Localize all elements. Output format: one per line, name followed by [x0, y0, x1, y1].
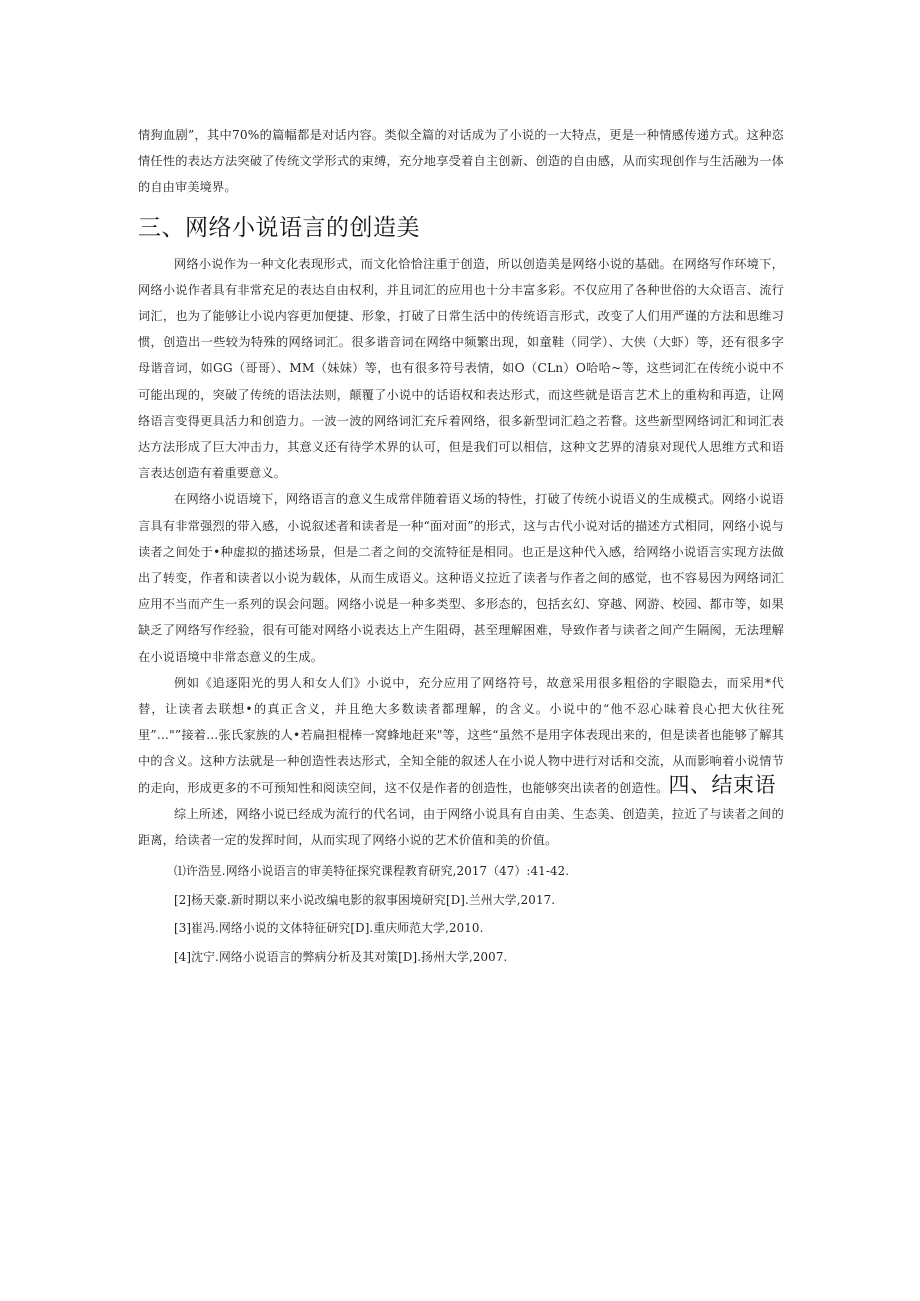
- section-heading-creative-beauty: 三、网络小说语言的创造美: [138, 214, 420, 241]
- paragraph-creative-beauty-2: 在网络小说语境下，网络语言的意义生成常伴随着语义场的特性，打破了传统小说语义的生成模式。网络小说语言具有非常强烈的带入感，小说叙述者和读者是一种“面对面”的形式，这与古代小说对话的描述方式相同，网络小说与读者之间处于•种虚拟的描述场景，但是二者之间的交流特征是相同。也正是这种代入感，给网络小说语言实现方法做出了转变，作者和读者以小说为载体，从而生成语义。这种语义拉近了读者与作者之间的感觉，也不容易因为网络词汇应用不当而产生一系列的误会问题。网络小说是一种多类型、多形态的，包括玄幻、穿越、网游、校园、都市等，如果缺乏了网络写作经验，很有可能对网络小说表达上产生阻碍，甚至理解困难，导致作者与读者之间产生隔阂，无法理解在小说语境中非常态意义的生成。: [138, 492, 784, 664]
- reference-list: [138, 857, 784, 971]
- reference-item: [3]崔冯.网络小说的文体特征研究[D].重庆师范大学,2010.: [174, 921, 484, 936]
- paragraph-continued: 情狗血剧”，其中70%的篇幅都是对话内容。类似全篇的对话成为了小说的一大特点，更是一种情感传递方式。这种恣情任性的表达方法突破了传统文学形式的束缚，充分地享受着自主创新、创造的自由感，从而实现创作与生活融为一体的自由审美境界。: [138, 128, 784, 195]
- reference-item: [2]杨天豪.新时期以来小说改编电影的叙事困境研究[D].兰州大学,2017.: [174, 892, 556, 907]
- paragraph-creative-beauty-1: 网络小说作为一种文化表现形式，而文化恰恰注重于创造，所以创造美是网络小说的基础。在网络写作环境下，网络小说作者具有非常充足的表达自由权利，并且词汇的应用也十分丰富多彩。不仅应用了各种世俗的大众语言、流行词汇，也为了能够让小说内容更加便捷、形象，打破了日常生活中的传统语言形式，改变了人们用严谨的方法和思维习惯，创造出一些较为特殊的网络词汇。很多谐音词在网络中频繁出现，如童鞋（同学）、大侠（大虾）等，还有很多字母谐音词，如GG（哥哥）、MM（妹妹）等，也有很多符号表情，如O（CLn）O哈哈~等，这些词汇在传统小说中不可能出现的，突破了传统的语法法则，颠覆了小说中的话语权和表达形式，而这些就是语言艺术上的重构和再造，让网络语言变得更具活力和创造力。一波一波的网络词汇充斥着网络，很多新型词汇趋之若瞀。这些新型网络词汇和词汇表达方法形成了巨大冲击力，其意义还有待学术界的认可，但是我们可以相信，这种文艺界的清泉对现代人思维方式和语言表达创造有着重要意义。: [138, 256, 784, 481]
- paragraph-conclusion: 综上所述，网络小说已经成为流行的代名词，由于网络小说具有自由美、生态美、创造美，拉近了与读者之间的距离，给读者一定的发挥时间，从而实现了网络小说的艺术价值和美的价值。: [138, 806, 784, 848]
- section-heading-conclusion: 四、结束语: [668, 772, 777, 797]
- paragraph-example-text: 例如《追逐阳光的男人和女人们》小说中，充分应用了网络符号，故意采用很多粗俗的字眼隐去，而采用*代替，让读者去联想•的真正含义，并且绝大多数读者都理解，的含义。小说中的“他不忍心昧着良心把大伙往死里”…"”接着…张氏家族的人•若扁担棍棒一窝蜂地赶来"等，这些“虽然不是用字体表现出来的，但是读者也能够了解其中的含义。这种方法就是一种创造性表达形式，全知全能的叙述人在小说人物中进行对话和交流，从而影响着小说情节的走向，形成更多的不可预知性和阅读空间，这不仅是作者的创造性，也能够突出读者的创造性。: [138, 675, 784, 795]
- paragraph-creative-beauty-3: [138, 670, 784, 801]
- reference-item: [4]沈宁.网络小说语言的弊病分析及其对策[D].扬州大学,2007.: [174, 949, 508, 964]
- article-body: [138, 122, 784, 971]
- reference-item: ⑴许浩昱.网络小说语言的审美特征探究课程教育研究,2017（47）:41-42.: [174, 864, 570, 879]
